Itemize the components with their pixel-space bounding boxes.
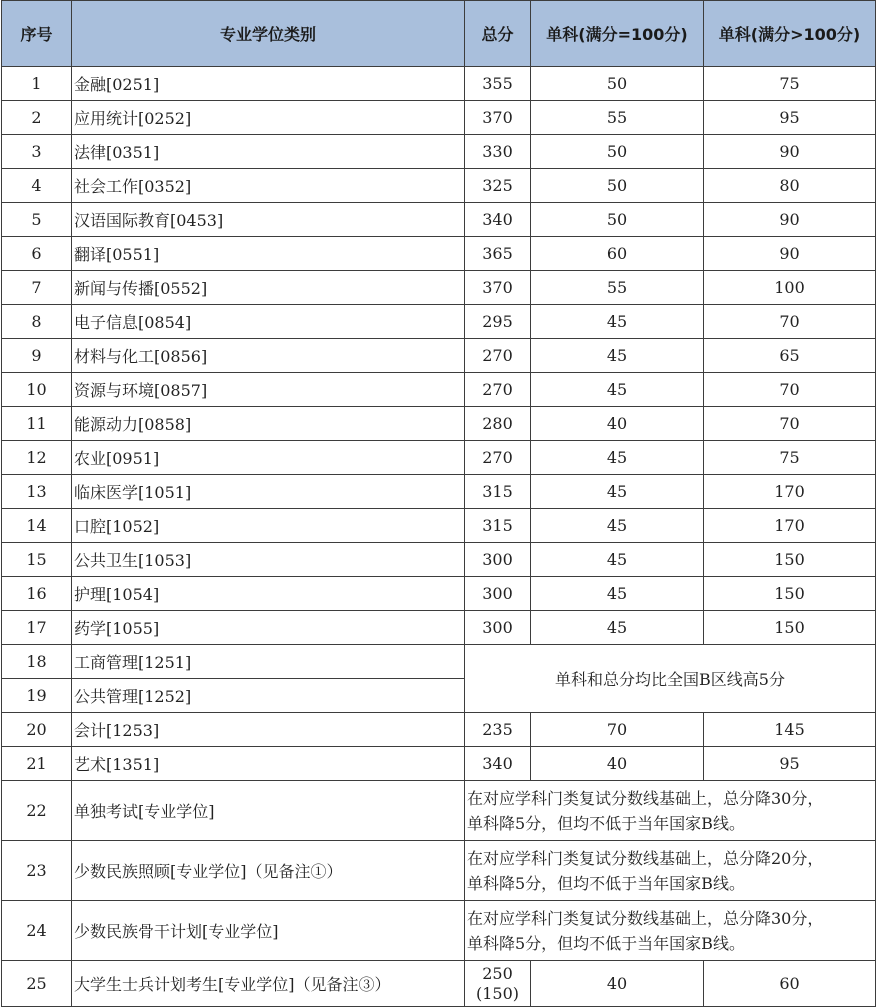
row-seq: 21 bbox=[2, 747, 72, 781]
row-seq: 18 bbox=[2, 645, 72, 679]
row-single-gt100: 80 bbox=[704, 169, 876, 203]
row-single-gt100: 60 bbox=[704, 961, 876, 1007]
row-seq: 8 bbox=[2, 305, 72, 339]
row-single-100: 45 bbox=[531, 475, 704, 509]
row-single-gt100: 90 bbox=[704, 203, 876, 237]
row-seq: 2 bbox=[2, 101, 72, 135]
row-category: 工商管理[1251] bbox=[72, 645, 465, 679]
row-seq: 20 bbox=[2, 713, 72, 747]
header-single-gt100: 单科(满分>100分) bbox=[704, 1, 876, 67]
table-row bbox=[2, 305, 876, 339]
row-total: 370 bbox=[465, 271, 531, 305]
row-category: 农业[0951] bbox=[72, 441, 465, 475]
row-single-gt100: 65 bbox=[704, 339, 876, 373]
row-rule-note bbox=[465, 781, 876, 841]
rule-note-line: 单科降5分，但均不低于当年国家B线。 bbox=[467, 933, 745, 953]
table-row bbox=[2, 781, 876, 841]
merged-note: 单科和总分均比全国B区线高5分 bbox=[465, 645, 876, 713]
table-row bbox=[2, 407, 876, 441]
row-single-100: 45 bbox=[531, 611, 704, 645]
row-category: 少数民族骨干计划[专业学位] bbox=[72, 901, 465, 961]
row-seq: 4 bbox=[2, 169, 72, 203]
table-row bbox=[2, 237, 876, 271]
table-row bbox=[2, 135, 876, 169]
row-total: 325 bbox=[465, 169, 531, 203]
row-single-gt100: 75 bbox=[704, 441, 876, 475]
row-category: 法律[0351] bbox=[72, 135, 465, 169]
row-category: 汉语国际教育[0453] bbox=[72, 203, 465, 237]
row-single-gt100: 170 bbox=[704, 475, 876, 509]
table-row bbox=[2, 611, 876, 645]
table-row bbox=[2, 577, 876, 611]
table-row bbox=[2, 841, 876, 901]
header-seq: 序号 bbox=[2, 1, 72, 67]
table-row bbox=[2, 747, 876, 781]
table-row bbox=[2, 67, 876, 101]
table-row bbox=[2, 203, 876, 237]
table-row bbox=[2, 271, 876, 305]
row-single-100: 50 bbox=[531, 203, 704, 237]
row-seq: 16 bbox=[2, 577, 72, 611]
row-total: 300 bbox=[465, 577, 531, 611]
rule-note-line: 单科降5分，但均不低于当年国家B线。 bbox=[467, 873, 745, 893]
row-total: 330 bbox=[465, 135, 531, 169]
table-row bbox=[2, 543, 876, 577]
row-total: 340 bbox=[465, 203, 531, 237]
row-single-100: 50 bbox=[531, 135, 704, 169]
row-total: 340 bbox=[465, 747, 531, 781]
row-single-100: 70 bbox=[531, 713, 704, 747]
row-category: 艺术[1351] bbox=[72, 747, 465, 781]
table-row bbox=[2, 169, 876, 203]
rule-note-line: 在对应学科门类复试分数线基础上，总分降20分， bbox=[467, 848, 824, 868]
table-row bbox=[2, 645, 876, 679]
row-category: 金融[0251] bbox=[72, 67, 465, 101]
table-row bbox=[2, 713, 876, 747]
rule-note-line: 单科降5分，但均不低于当年国家B线。 bbox=[467, 813, 745, 833]
table-row bbox=[2, 475, 876, 509]
row-single-100: 40 bbox=[531, 961, 704, 1007]
row-single-100: 45 bbox=[531, 577, 704, 611]
row-seq: 17 bbox=[2, 611, 72, 645]
table-header bbox=[2, 1, 876, 67]
total-value: 250 bbox=[482, 963, 513, 983]
row-category: 药学[1055] bbox=[72, 611, 465, 645]
row-category: 翻译[0551] bbox=[72, 237, 465, 271]
row-single-100: 55 bbox=[531, 101, 704, 135]
table-row bbox=[2, 373, 876, 407]
row-category: 新闻与传播[0552] bbox=[72, 271, 465, 305]
row-seq: 10 bbox=[2, 373, 72, 407]
score-table bbox=[1, 0, 876, 1007]
row-category: 应用统计[0252] bbox=[72, 101, 465, 135]
row-total: 315 bbox=[465, 509, 531, 543]
row-seq: 3 bbox=[2, 135, 72, 169]
table-row bbox=[2, 101, 876, 135]
row-category: 电子信息[0854] bbox=[72, 305, 465, 339]
table-body bbox=[2, 67, 876, 1007]
row-single-gt100: 75 bbox=[704, 67, 876, 101]
row-category: 护理[1054] bbox=[72, 577, 465, 611]
row-seq: 22 bbox=[2, 781, 72, 841]
row-single-gt100: 70 bbox=[704, 305, 876, 339]
row-single-gt100: 150 bbox=[704, 543, 876, 577]
row-category: 公共管理[1252] bbox=[72, 679, 465, 713]
row-category: 大学生士兵计划考生[专业学位]（见备注③） bbox=[72, 961, 465, 1007]
row-rule-note bbox=[465, 841, 876, 901]
row-category: 材料与化工[0856] bbox=[72, 339, 465, 373]
row-single-100: 50 bbox=[531, 67, 704, 101]
rule-note-line: 在对应学科门类复试分数线基础上，总分降30分， bbox=[467, 788, 824, 808]
row-single-gt100: 95 bbox=[704, 747, 876, 781]
row-category: 资源与环境[0857] bbox=[72, 373, 465, 407]
table-row bbox=[2, 509, 876, 543]
row-total: 355 bbox=[465, 67, 531, 101]
row-single-gt100: 70 bbox=[704, 407, 876, 441]
row-seq: 15 bbox=[2, 543, 72, 577]
row-category: 临床医学[1051] bbox=[72, 475, 465, 509]
row-category: 少数民族照顾[专业学位]（见备注①） bbox=[72, 841, 465, 901]
row-seq: 12 bbox=[2, 441, 72, 475]
row-total: 235 bbox=[465, 713, 531, 747]
row-seq: 7 bbox=[2, 271, 72, 305]
row-total: 270 bbox=[465, 339, 531, 373]
row-single-gt100: 150 bbox=[704, 611, 876, 645]
total-value-alt: (150) bbox=[475, 983, 520, 1003]
row-seq: 11 bbox=[2, 407, 72, 441]
row-single-100: 45 bbox=[531, 305, 704, 339]
row-total: 370 bbox=[465, 101, 531, 135]
row-single-gt100: 90 bbox=[704, 237, 876, 271]
row-total: 315 bbox=[465, 475, 531, 509]
row-single-100: 40 bbox=[531, 407, 704, 441]
header-row bbox=[2, 1, 876, 67]
row-single-gt100: 145 bbox=[704, 713, 876, 747]
row-category: 口腔[1052] bbox=[72, 509, 465, 543]
row-total: 300 bbox=[465, 611, 531, 645]
row-seq: 24 bbox=[2, 901, 72, 961]
row-seq: 13 bbox=[2, 475, 72, 509]
row-single-100: 60 bbox=[531, 237, 704, 271]
header-category: 专业学位类别 bbox=[72, 1, 465, 67]
row-category: 社会工作[0352] bbox=[72, 169, 465, 203]
row-single-100: 55 bbox=[531, 271, 704, 305]
row-seq: 1 bbox=[2, 67, 72, 101]
header-single-100: 单科(满分=100分) bbox=[531, 1, 704, 67]
row-seq: 23 bbox=[2, 841, 72, 901]
row-total: 365 bbox=[465, 237, 531, 271]
row-category: 能源动力[0858] bbox=[72, 407, 465, 441]
row-total: 270 bbox=[465, 373, 531, 407]
table-row bbox=[2, 339, 876, 373]
row-seq: 14 bbox=[2, 509, 72, 543]
row-seq: 5 bbox=[2, 203, 72, 237]
row-total: 280 bbox=[465, 407, 531, 441]
row-category: 单独考试[专业学位] bbox=[72, 781, 465, 841]
row-single-100: 40 bbox=[531, 747, 704, 781]
header-total: 总分 bbox=[465, 1, 531, 67]
row-single-gt100: 150 bbox=[704, 577, 876, 611]
row-single-100: 45 bbox=[531, 543, 704, 577]
row-single-gt100: 70 bbox=[704, 373, 876, 407]
row-rule-note bbox=[465, 901, 876, 961]
row-total: 295 bbox=[465, 305, 531, 339]
row-single-100: 45 bbox=[531, 509, 704, 543]
row-total: 270 bbox=[465, 441, 531, 475]
rule-note-line: 在对应学科门类复试分数线基础上，总分降30分， bbox=[467, 908, 824, 928]
row-category: 会计[1253] bbox=[72, 713, 465, 747]
row-single-gt100: 95 bbox=[704, 101, 876, 135]
row-total: 300 bbox=[465, 543, 531, 577]
row-single-gt100: 100 bbox=[704, 271, 876, 305]
row-single-100: 45 bbox=[531, 441, 704, 475]
row-seq: 6 bbox=[2, 237, 72, 271]
row-single-100: 50 bbox=[531, 169, 704, 203]
table-row bbox=[2, 441, 876, 475]
row-single-100: 45 bbox=[531, 339, 704, 373]
row-category: 公共卫生[1053] bbox=[72, 543, 465, 577]
row-seq: 9 bbox=[2, 339, 72, 373]
row-seq: 25 bbox=[2, 961, 72, 1007]
row-seq: 19 bbox=[2, 679, 72, 713]
table-row bbox=[2, 901, 876, 961]
row-single-gt100: 90 bbox=[704, 135, 876, 169]
row-single-100: 45 bbox=[531, 373, 704, 407]
row-single-gt100: 170 bbox=[704, 509, 876, 543]
